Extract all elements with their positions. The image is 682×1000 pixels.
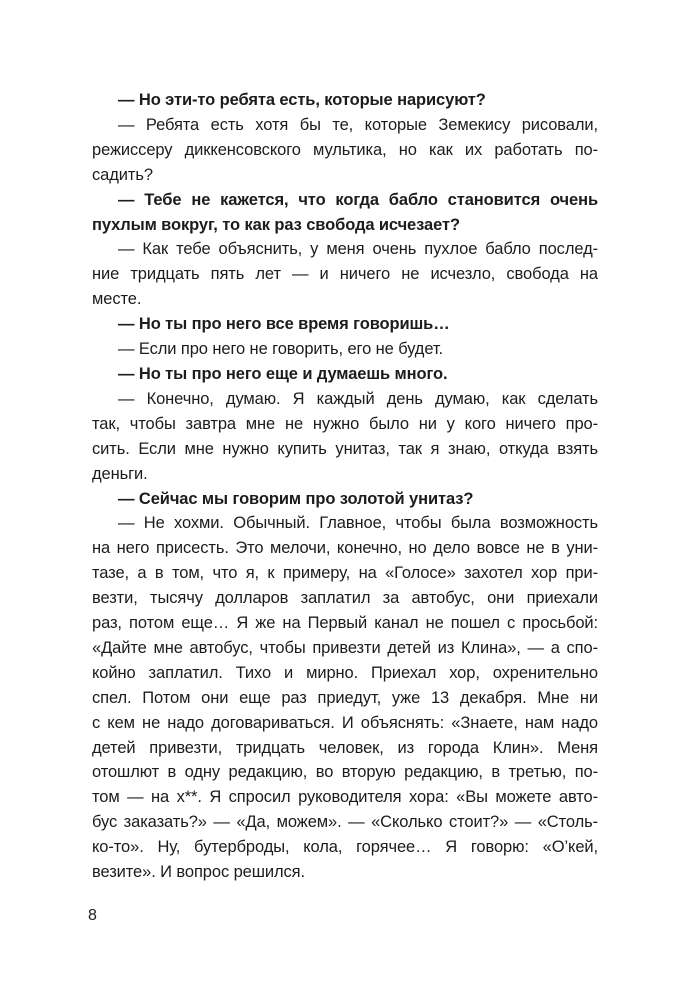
paragraph-line: режиссеру диккенсовского мультика, но как их работать по- xyxy=(92,140,598,159)
paragraph-line: ние тридцать пять лет — и ничего не исчезло, свобода на xyxy=(92,265,598,284)
paragraph-line: — Сейчас мы говорим про золотой унитаз? xyxy=(118,489,474,508)
paragraph-line: — Но ты про него еще и думаешь много. xyxy=(118,364,448,383)
paragraph-line: с кем не надо договариваться. И объяснять: «Знаете, нам надо xyxy=(92,713,598,732)
paragraph-line: везите». И вопрос решился. xyxy=(92,863,305,882)
paragraph-line: спел. Потом они еще раз приедут, уже 13 декабря. Мне ни xyxy=(92,688,598,707)
paragraph-line: — Как тебе объяснить, у меня очень пухлое бабло послед- xyxy=(118,240,598,259)
page-number: 8 xyxy=(88,907,97,924)
paragraph-line: пухлым вокруг, то как раз свобода исчезает? xyxy=(92,215,460,234)
paragraph-line: месте. xyxy=(92,290,142,309)
paragraph-line: тазе, а в том, что я, к примеру, на «Голосе» захотел хор при- xyxy=(92,564,598,583)
paragraph-line: «Дайте мне автобус, чтобы привезти детей из Клина», — а спо- xyxy=(92,638,598,657)
answer-paragraph xyxy=(92,511,598,885)
paragraph-line: — Но эти-то ребята есть, которые нарисуют? xyxy=(118,91,486,109)
question-paragraph xyxy=(92,188,598,238)
paragraph-line: том — на х**. Я спросил руководителя хора: «Вы можете авто- xyxy=(92,788,598,807)
paragraph-line: — Конечно, думаю. Я каждый день думаю, как сделать xyxy=(118,389,598,408)
question-paragraph xyxy=(92,487,598,512)
answer-paragraph xyxy=(92,387,598,487)
paragraph-line: так, чтобы завтра мне не нужно было ни у кого ничего про- xyxy=(92,414,598,433)
paragraph-line: — Но ты про него все время говоришь… xyxy=(118,315,450,334)
paragraph-line: — Ребята есть хотя бы те, которые Земекису рисовали, xyxy=(118,115,598,134)
question-paragraph xyxy=(92,362,598,387)
answer-paragraph xyxy=(92,113,598,188)
paragraph-line: садить? xyxy=(92,165,153,184)
answer-paragraph xyxy=(92,337,598,362)
question-paragraph xyxy=(92,88,598,113)
paragraph-line: на него присесть. Это мелочи, конечно, но дело вовсе не в уни- xyxy=(92,539,598,558)
paragraph-line: — Если про него не говорить, его не будет. xyxy=(118,340,443,359)
paragraph-line: сить. Если мне нужно купить унитаз, так я знаю, откуда взять xyxy=(92,439,598,458)
paragraph-line: отошлют в одну редакцию, во вторую редакцию, в третью, по- xyxy=(92,763,598,782)
answer-paragraph xyxy=(92,237,598,312)
paragraph-line: бус заказать?» — «Да, можем». — «Сколько стоит?» — «Столь- xyxy=(92,813,598,832)
paragraph-line: деньги. xyxy=(92,464,148,483)
paragraph-line: детей привезти, тридцать человек, из города Клин». Меня xyxy=(92,738,598,757)
paragraph-line: койно заплатил. Тихо и мирно. Приехал хор, охренительно xyxy=(92,663,598,682)
paragraph-line: везти, тысячу долларов заплатил за автобус, они приехали xyxy=(92,589,598,608)
question-paragraph xyxy=(92,312,598,337)
paragraph-line: раз, потом еще… Я же на Первый канал не пошел с просьбой: xyxy=(92,614,598,633)
paragraph-line: — Тебе не кажется, что когда бабло становится очень xyxy=(118,190,598,209)
page-text xyxy=(92,88,598,885)
paragraph-line: ко-то». Ну, бутерброды, кола, горячее… Я говорю: «О’кей, xyxy=(92,838,598,857)
paragraph-line: — Не хохми. Обычный. Главное, чтобы была возможность xyxy=(118,514,598,533)
